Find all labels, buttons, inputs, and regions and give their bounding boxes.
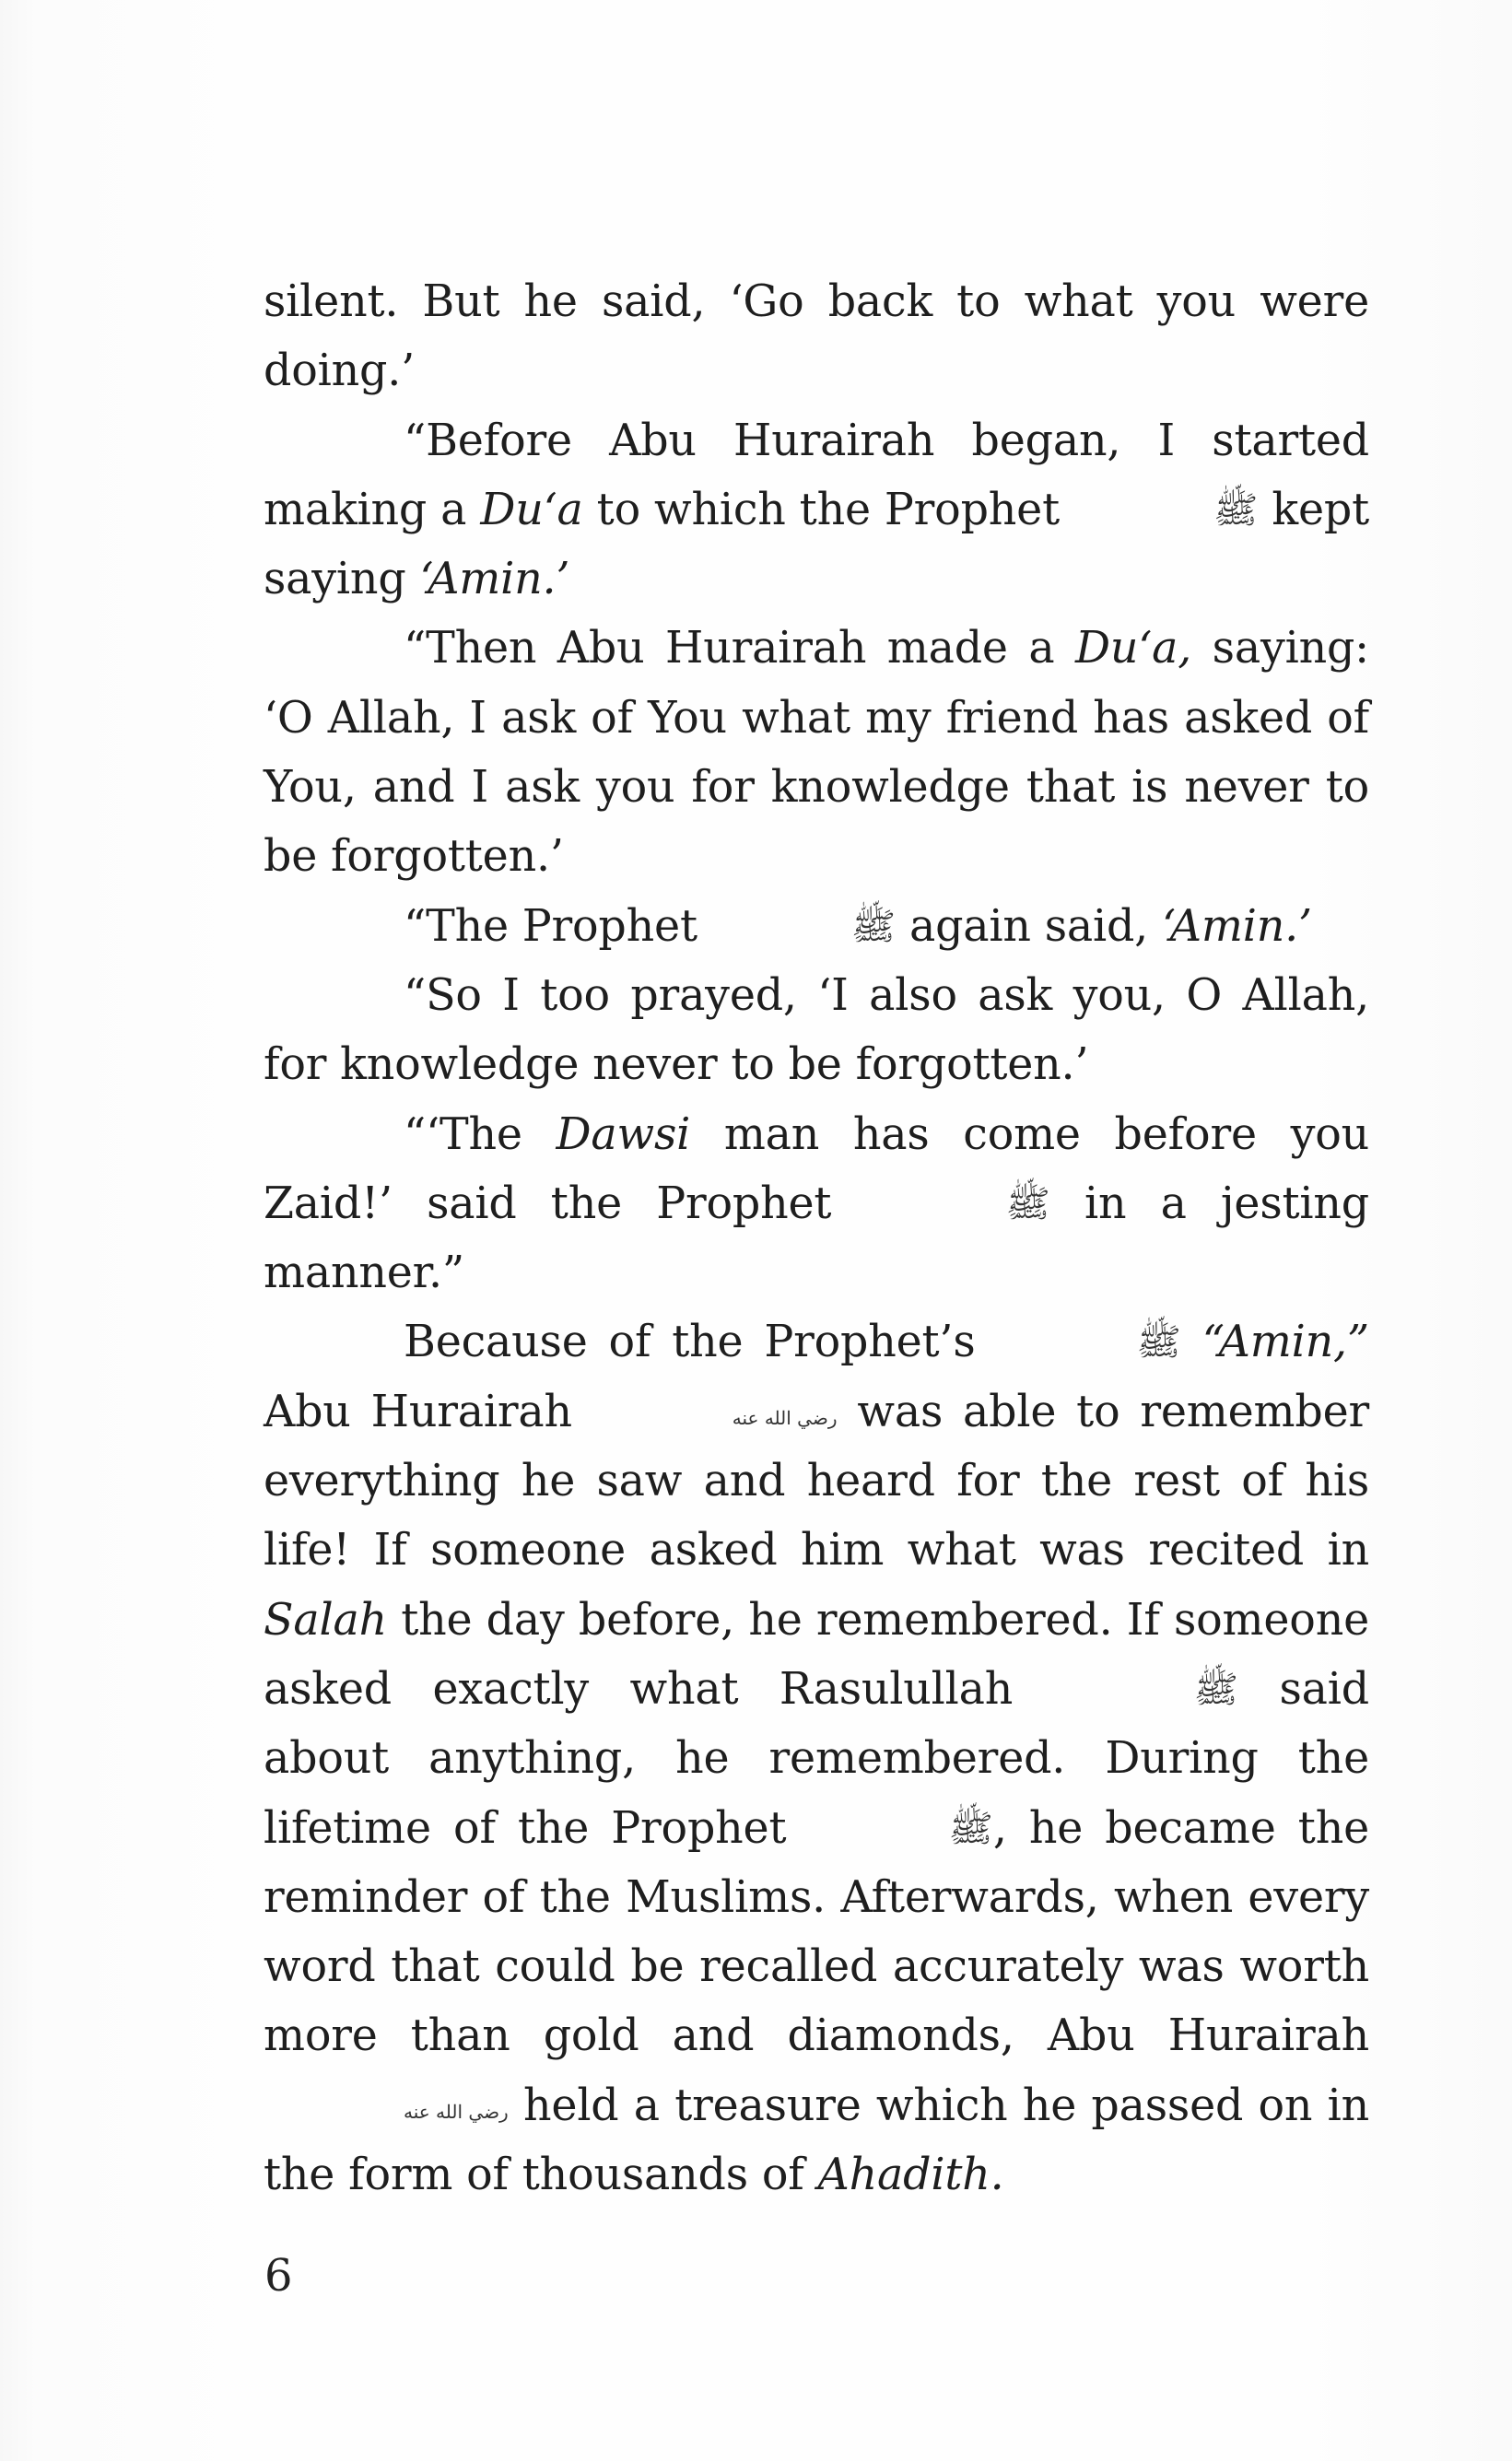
text-run: “So I too prayed, ‘I also ask you, O Allah, for knowledge never to be forgotten.’ [264,969,1369,1091]
text-run: Because of the Prophet’s [404,1317,997,1368]
text-run: man has come before you Zaid!’ said the Prophet [264,1108,1369,1229]
italic-term: ‘Amin.’ [419,554,570,605]
salutation-glyph: رضي الله عنه [404,2100,509,2123]
paragraph [264,892,1369,961]
paragraph [264,614,1369,891]
paragraph [264,1100,1369,1308]
text-run: “‘The [404,1108,557,1160]
text-run: “The Prophet [404,900,711,952]
text-run: held a treasure which he passed on in the form of thousands of [264,2080,1369,2201]
italic-term: “Amin,” [1201,1317,1369,1368]
salutation-glyph: ﷺ [1136,1321,1181,1365]
text-run: to which the Prophet [582,484,1074,535]
body-text [264,267,1369,2209]
salutation-glyph: ﷺ [850,905,897,948]
italic-term: Ahadith. [817,2150,1004,2201]
paragraph [264,267,1369,406]
salutation-glyph: ﷺ [1005,1182,1050,1225]
salutation-glyph: ﷺ [1193,1668,1238,1711]
text-run: was able to remember everything he saw and heard for the rest of his life! If someone asked him what was recited in [264,1386,1370,1576]
text-run: kept saying [264,484,1369,605]
italic-term: Du‘a, [1074,623,1192,674]
text-run: in a jesting manner.” [264,1178,1369,1299]
text-run: saying: ‘O Allah, I ask of You what my friend has asked of You, and I ask you for knowledge that is never to be forgotten.’ [264,623,1369,883]
text-run: the day before, he remembered. If someone asked exactly what Rasulullah [264,1594,1369,1715]
text-run: said about anything, he remembered. During the lifetime of the Prophet [264,1663,1369,1854]
text-run [1181,1317,1202,1367]
salutation-glyph: رضي الله عنه [732,1406,838,1429]
italic-term: Du‘a [480,484,583,535]
text-run: “Before Abu Hurairah began, I started making a [264,415,1369,535]
text-run: Abu Hurairah [264,1386,592,1437]
paragraph [264,961,1369,1100]
salutation-glyph: ﷺ [1213,488,1259,532]
text-run: , he became the reminder of the Muslims. Afterwards, when every word that could be recalled accurately was worth more than gold and diamonds, Abu Hurairah [264,1802,1370,2062]
italic-term: ‘Amin.’ [1161,900,1312,952]
paragraph [264,1307,1369,2209]
text-run: “Then Abu Hurairah made a [404,623,1075,674]
italic-term: Salah [264,1594,387,1646]
text-run: again said, [896,900,1162,952]
italic-term: Dawsi [556,1108,691,1160]
page-number: 6 [264,2250,293,2302]
salutation-glyph: ﷺ [948,1807,993,1850]
paragraph [264,406,1369,615]
text-run: silent. But he said, ‘Go back to what you were doing.’ [264,276,1369,397]
